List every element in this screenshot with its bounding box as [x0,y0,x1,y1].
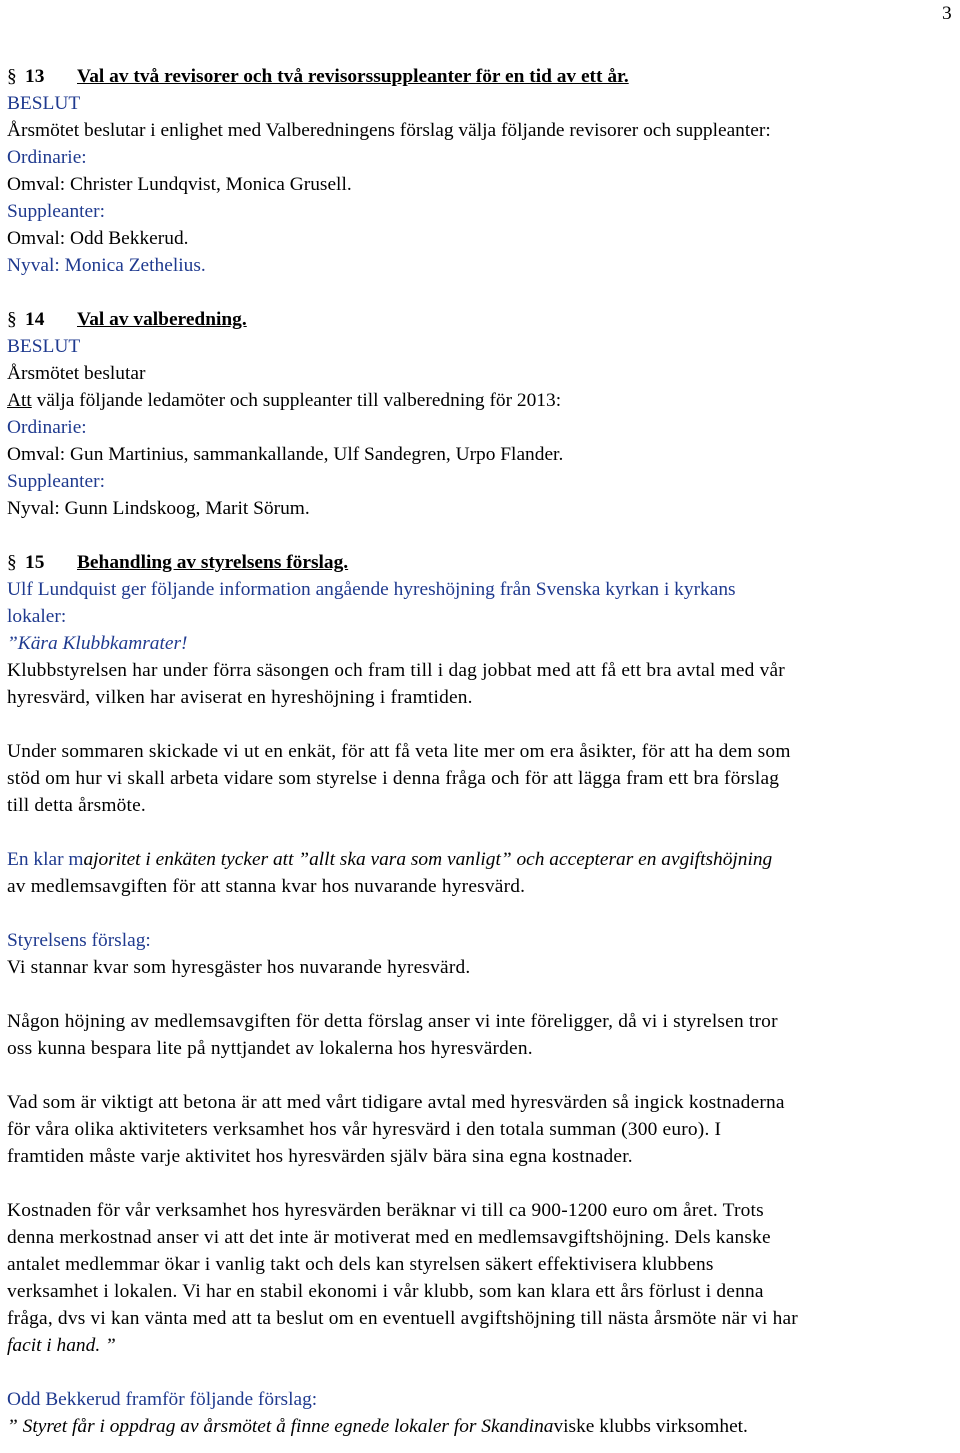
ordinarie-text: Omval: Christer Lundqvist, Monica Grusell. [7,174,352,195]
section-number: 13 [25,66,45,87]
section-sign: § [7,552,17,573]
paragraph-4-line-2: oss kunna bespara lite på nyttjandet av lokalerna hos hyresvärden. [7,1038,533,1059]
styrelsens-forslag-text: Vi stannar kvar som hyresgäster hos nuvarande hyresvärd. [7,957,471,978]
paragraph-6-line-1: Kostnaden för vår verksamhet hos hyresvärden beräknar vi till ca 900-1200 euro om året. Trots [7,1200,764,1221]
section-sign: § [7,66,17,87]
suppleanter-nyval: Nyval: Monica Zethelius. [7,255,206,276]
paragraph-2-line-2: stöd om hur vi skall arbeta vidare som styrelse i denna fråga och för att lägga fram ett bra förslag [7,768,780,789]
paragraph-2-line-3: till detta årsmöte. [7,795,146,816]
paragraph-3-line-1 [7,846,957,873]
paragraph-6-line-2: denna merkostnad anser vi att det inte är motiverat med en medlemsavgiftshöjning. Dels kanske [7,1227,771,1248]
ordinarie-text: Omval: Gun Martinius, sammankallande, Ulf Sandegren, Urpo Flander. [7,444,564,465]
greeting: ”Kära Klubbkamrater! [7,633,188,654]
section-15-heading [7,549,957,576]
att-word: Att [7,390,32,411]
paragraph-6-line-3: antalet medlemmar ökar i vanlig takt och dels kan styrelsen säkert effektivisera klubbens [7,1254,714,1275]
section-number: 15 [25,552,45,573]
ordinarie-label: Ordinarie: [7,147,87,168]
decision-intro: Årsmötet beslutar [7,363,146,384]
proposal-rest: viske klubbs virksomhet. [553,1416,748,1437]
odd-bekkerud-proposal [7,1413,957,1440]
paragraph-5-line-3: framtiden måste varje aktivitet hos hyresvärden själv bära sina egna kostnader. [7,1146,633,1167]
styrelsens-forslag-label: Styrelsens förslag: [7,930,151,951]
suppleanter-label: Suppleanter: [7,471,106,492]
info-line-2: lokaler: [7,606,67,627]
section-sign: § [7,309,17,330]
section-13-heading [7,63,957,90]
section-title: Val av valberedning. [77,309,247,330]
paragraph-3-italic: ajoritet i enkäten tycker att ”allt ska vara som vanligt” och accepterar en avgiftshöjning [83,849,773,870]
paragraph-6-line-4: verksamhet i lokalen. Vi har en stabil ekonomi i vår klubb, som kan klara ett års förlust i denna [7,1281,764,1302]
odd-bekkerud-label: Odd Bekkerud framför följande förslag: [7,1389,318,1410]
paragraph-3-line-2: av medlemsavgiften för att stanna kvar hos nuvarande hyresvärd. [7,876,526,897]
paragraph-1-line-2: hyresvärd, vilken har aviserat en hyreshöjning i framtiden. [7,687,473,708]
ordinarie-label: Ordinarie: [7,417,87,438]
att-rest: välja följande ledamöter och suppleanter till valberedning för 2013: [31,390,562,411]
proposal-italic: ” Styret får i oppdrag av årsmötet å finne egnede lokaler for Skandina [7,1416,554,1437]
section-number: 14 [25,309,45,330]
suppleanter-nyval: Nyval: Gunn Lindskoog, Marit Sörum. [7,498,310,519]
suppleanter-label: Suppleanter: [7,201,106,222]
page-number: 3 [942,3,952,24]
section-title: Val av två revisorer och två revisorssuppleanter för en tid av ett år. [77,66,629,87]
paragraph-5-line-1: Vad som är viktigt att betona är att med vårt tidigare avtal med hyresvärden så ingick kostnaderna [7,1092,785,1113]
suppleanter-omval: Omval: Odd Bekkerud. [7,228,189,249]
paragraph-5-line-2: för våra olika aktiviteters verksamhet hos vår hyresvärd i den totala summan (300 euro). I [7,1119,722,1140]
info-line-1: Ulf Lundquist ger följande information angående hyreshöjning från Svenska kyrkan i kyrkans [7,579,736,600]
paragraph-2-line-1: Under sommaren skickade vi ut en enkät, för att få veta lite mer om era åsikter, för att ha dem som [7,741,791,762]
paragraph-3-pre: En klar m [7,849,84,870]
paragraph-6-line-5: fråga, dvs vi kan vänta med att ta beslut om en eventuell avgiftshöjning till nästa årsmöte när vi har [7,1308,798,1329]
beslut-label: BESLUT [7,336,81,357]
paragraph-6-line-6: facit i hand. ” [7,1335,116,1356]
paragraph-1-line-1: Klubbstyrelsen har under förra säsongen och fram till i dag jobbat med att få ett bra avtal med vår [7,660,785,681]
section-title: Behandling av styrelsens förslag. [77,552,349,573]
paragraph-4-line-1: Någon höjning av medlemsavgiften för detta förslag anser vi inte föreligger, då vi i styrelsen tror [7,1011,778,1032]
att-line [7,387,957,414]
beslut-label: BESLUT [7,93,81,114]
document-body [7,63,957,1440]
section-14-heading [7,306,957,333]
decision-intro: Årsmötet beslutar i enlighet med Valberedningens förslag välja följande revisorer och suppleanter: [7,120,771,141]
